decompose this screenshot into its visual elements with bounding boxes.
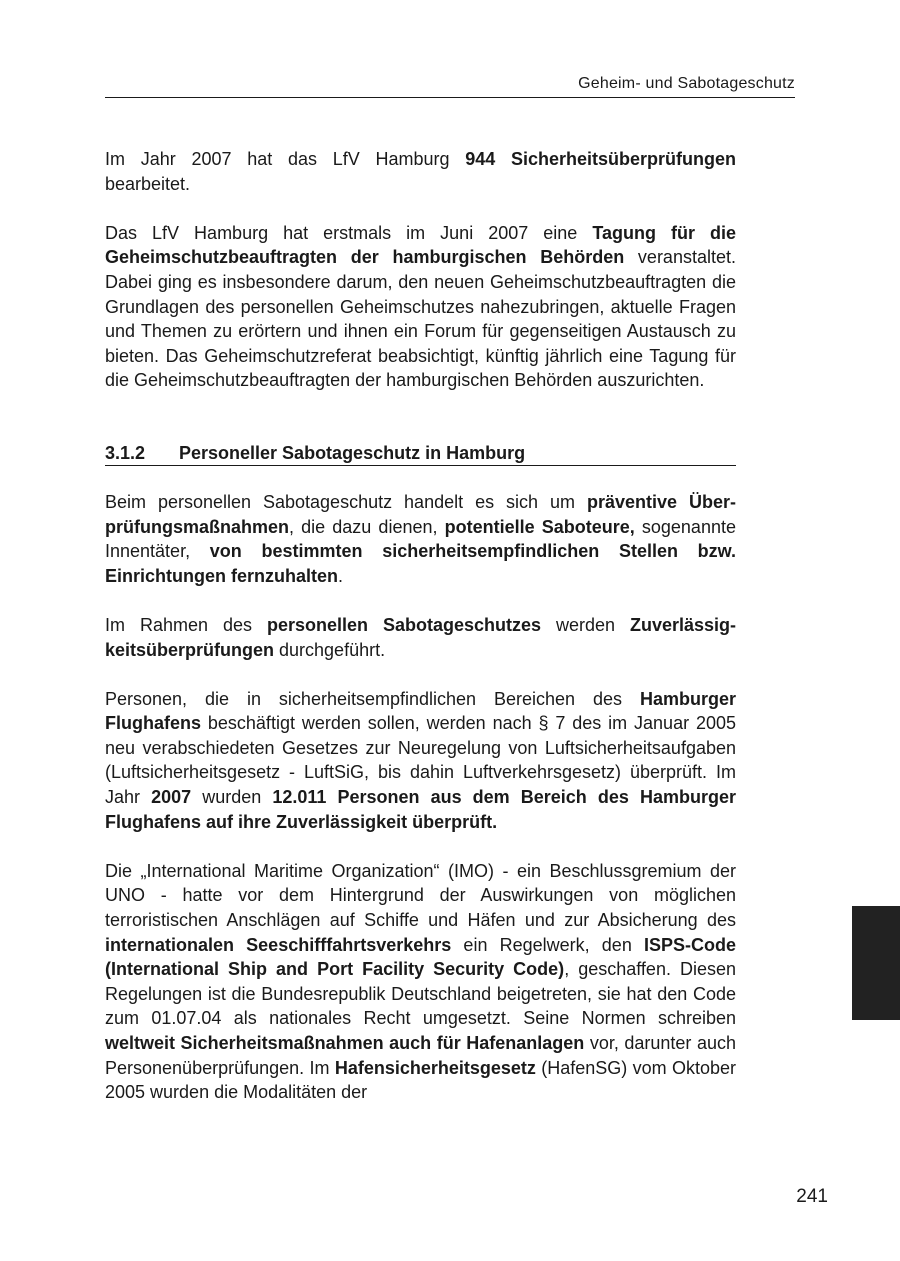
bold-run: potentielle Saboteure, bbox=[444, 516, 635, 537]
bold-run: 944 Sicherheitsüberprüfungen bbox=[465, 149, 737, 169]
bold-run: Tagung für die Geheimschutzbeauftragten der hamburgischen Behörden bbox=[105, 222, 737, 268]
bold-run: internationalen Seeschifffahrtsverkehrs bbox=[105, 934, 452, 955]
paragraph: Beim personellen Sabotageschutz handelt es sich um präventive Überprüfungsmaßnahmen, die dazu dienen, potentielle Saboteure, sogenannte Innentäter, von bestimmten sicherheitsempfindlichen Stellen bzw. Einrichtungen fernzuhalten. bbox=[105, 491, 736, 586]
paragraph: Die „International Maritime Organization“ (IMO) - ein Beschlussgremium der UNO - hatte vor dem Hintergrund der Auswirkungen von möglichen terroristischen Anschlägen auf Schiffe und Häfen und zur Absicherung des internationalen Seeschifffahrtsverkehrs ein Regelwerk, den ISPS-Code (International Ship and Port Facility Security Code), geschaffen. Diesen Regelungen ist die Bundesrepublik Deutschland beigetreten, sie hat den Code zum 01.07.04 als nationales Recht umgesetzt. Seine Normen schreiben weltweit Sicherheitsmaßnahmen auch für Hafenanlagen vor, darunter auch Personenüberprüfungen. Im Hafensicherheitsgesetz (HafenSG) vom Oktober 2005 wurden die Modalitäten der bbox=[105, 860, 737, 1103]
bold-run: 12.011 Personen aus dem Bereich des Hamburger Flughafens auf ihre Zuverlässigkeit überprüft. bbox=[105, 787, 736, 832]
bold-run: weltweit Sicherheitsmaßnahmen auch für Hafenanlagen bbox=[105, 1033, 585, 1053]
section-heading bbox=[105, 442, 736, 466]
paragraph: Personen, die in sicherheitsempfindlichen Bereichen des Hamburger Flughafens beschäftigt werden sollen, werden nach § 7 des im Januar 2005 neu verabschiedeten Gesetzes zur Neuregelung von Luftsicherheitsaufgaben (Luftsicherheitsgesetz - LuftSiG, bis dahin Luftverkehrsgesetz) überprüft. Im Jahr 2007 wurden 12.011 Personen aus dem Bereich des Hamburger Flughafens auf ihre Zuverlässigkeit überprüft. bbox=[105, 688, 736, 832]
bold-run: Hamburger Flughafens bbox=[105, 688, 736, 734]
bold-run: Hafensicherheitsgesetz bbox=[334, 1057, 536, 1078]
bold-run: von bestimmten sicherheitsempfindlichen Stellen bzw. Einrichtungen fernzuhalten bbox=[105, 541, 736, 586]
chapter-thumb-tab bbox=[852, 906, 900, 1020]
paragraph: Im Rahmen des personellen Sabotageschutzes werden Zuverlässigkeitsüberprüfungen durchgeführt. bbox=[105, 614, 737, 660]
bold-run: Zuverlässigkeitsüberprüfungen bbox=[105, 614, 737, 660]
bold-run: personellen Sabotageschutzes bbox=[266, 614, 541, 635]
section-title: Personeller Sabotageschutz in Hamburg bbox=[179, 442, 526, 463]
page-body bbox=[105, 147, 736, 1105]
running-header: Geheim- und Sabotageschutz bbox=[105, 75, 795, 98]
bold-run: ISPS-Code (International Ship and Port Facility Security Code) bbox=[105, 934, 737, 980]
paragraph: Im Jahr 2007 hat das LfV Hamburg 944 Sicherheitsüberprüfungen bearbeitet. bbox=[105, 149, 737, 194]
bold-run: präventive Überprüfungsmaßnahmen bbox=[105, 491, 736, 537]
page-number: 241 bbox=[796, 1186, 828, 1207]
paragraph: Das LfV Hamburg hat erstmals im Juni 2007 eine Tagung für die Geheimschutzbeauftragten der hamburgischen Behörden veranstaltet. Dabei ging es insbesondere darum, den neuen Geheimschutzbeauftragten die Grundlagen des personellen Geheimschutzes nahezubringen, aktuelle Fragen und Themen zu erörtern und ihnen ein Forum für gegenseitigen Austausch zu bieten. Das Geheimschutzreferat beabsichtigt, künftig jährlich eine Tagung für die Geheimschutzbeauftragten der hamburgischen Behörden auszurichten. bbox=[105, 222, 737, 391]
bold-run: 2007 bbox=[151, 787, 192, 808]
section-number: 3.1.2 bbox=[105, 442, 146, 463]
